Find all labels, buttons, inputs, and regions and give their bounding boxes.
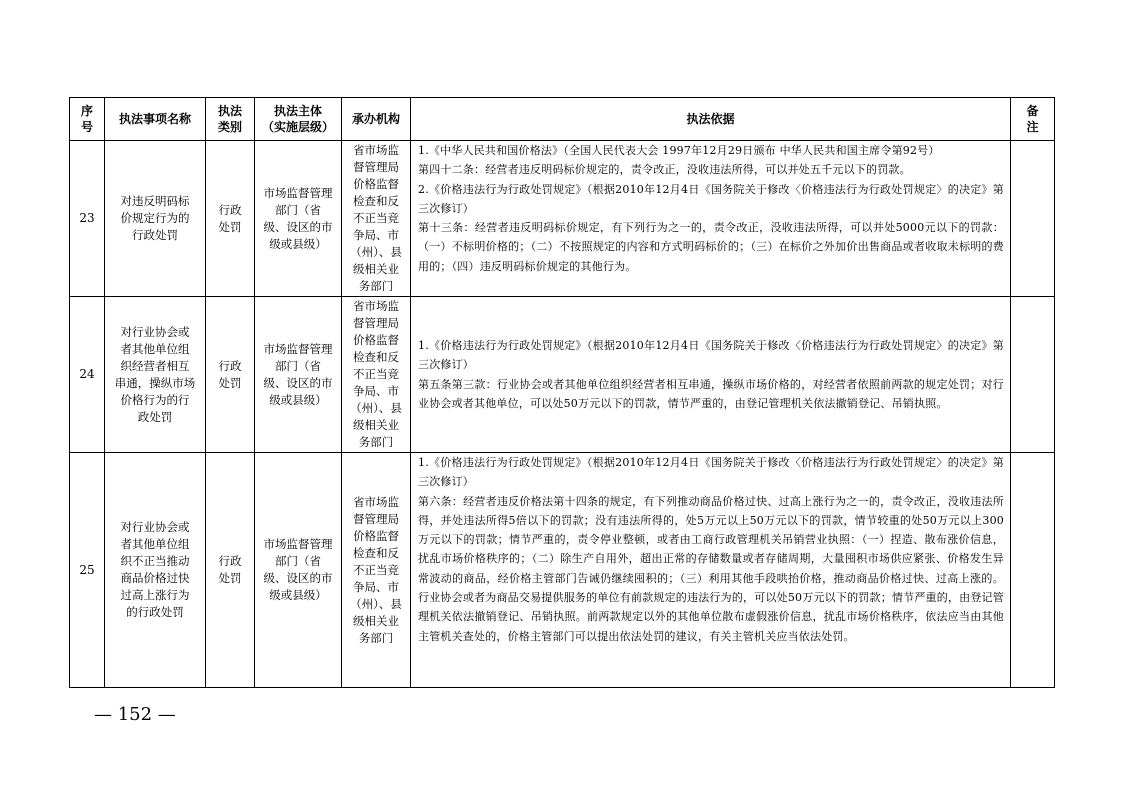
header-category: 执法 类别 (206, 98, 255, 141)
table-header-row (70, 98, 1055, 141)
row-category: 行政 处罚 (206, 297, 255, 453)
basis-paragraph: 1.《中华人民共和国价格法》（全国人民代表大会 1997年12月29日颁布 中华人民共和国主席令第92号） (418, 144, 940, 157)
row-item-name: 对行业协会或 者其他单位组 织经营者相互 串通，操纵市场 价格行为的行 政处罚 (105, 297, 206, 453)
basis-paragraph: 第六条：经营者违反价格法第十四条的规定，有下列推动商品价格过快、过高上涨行为之一的，责令改正，没收违法所得，并处违法所得5倍以下的罚款；没有违法所得的，处5万元以上50万元以下的罚款，情节较重的处50万元以上300万元以下的罚款；情节严重的，责令停业整顿，或者由工商行政管理机关吊销营业执照：（一）捏造、散布涨价信息，扰乱市场价格秩序的；（二）除生产自用外，超出正常的存储数量或者存储周期，大量囤积市场供应紧张、价格发生异常波动的商品，经价格主管部门告诫仍继续囤积的；（三）利用其他手段哄抬价格，推动商品价格过快、过高上涨的。行业协会或者为商品交易提供服务的单位有前款规定的违法行为的，可以处50万元以下的罚款；情节严重的，由登记管理机关依法撤销登记、吊销执照。前两款规定以外的其他单位散布虚假涨价信息，扰乱市场价格秩序，依法应当由其他主管机关查处的，价格主管部门可以提出依法处罚的建议，有关主管机关应当依法处罚。 (418, 494, 1004, 643)
row-remark (1011, 141, 1055, 297)
row-subject: 市场监督管理 部门（省 级、设区的市 级或县级） (255, 141, 342, 297)
row-subject: 市场监督管理 部门（省 级、设区的市 级或县级） (255, 453, 342, 688)
enforcement-items-table (69, 97, 1055, 688)
header-agency: 承办机构 (342, 98, 411, 141)
row-basis (411, 297, 1011, 453)
row-agency: 省市场监 督管理局 价格监督 检查和反 不正当竞 争局、市 （州）、县 级相关业 务部门 (342, 297, 411, 453)
row-remark (1011, 453, 1055, 688)
header-basis: 执法依据 (411, 98, 1011, 141)
row-agency: 省市场监 督管理局 价格监督 检查和反 不正当竞 争局、市 （州）、县 级相关业 务部门 (342, 141, 411, 297)
header-item: 执法事项名称 (105, 98, 206, 141)
table-row (70, 453, 1055, 688)
header-remark: 备 注 (1011, 98, 1055, 141)
row-agency: 省市场监 督管理局 价格监督 检查和反 不正当竞 争局、市 （州）、县 级相关业 务部门 (342, 453, 411, 688)
header-subject: 执法主体 （实施层级） (255, 98, 342, 141)
row-item-name: 对行业协会或 者其他单位组 织不正当推动 商品价格过快 过高上涨行为 的行政处罚 (105, 453, 206, 688)
row-category: 行政 处罚 (206, 141, 255, 297)
basis-paragraph: 2.《价格违法行为行政处罚规定》（根据2010年12月4日《国务院关于修改〈价格违法行为行政处罚规定〉的决定》第三次修订） (418, 182, 1004, 215)
row-remark (1011, 297, 1055, 453)
basis-paragraph: 第四十二条：经营者违反明码标价规定的，责令改正，没收违法所得，可以并处五千元以下的罚款。 (418, 163, 911, 177)
basis-paragraph: 1.《价格违法行为行政处罚规定》（根据2010年12月4日《国务院关于修改〈价格违法行为行政处罚规定〉的决定》第三次修订） (418, 338, 1004, 372)
header-seq: 序 号 (70, 98, 105, 141)
basis-paragraph: 第十三条：经营者违反明码标价规定，有下列行为之一的，责令改正，没收违法所得，可以并处5000元以下的罚款：（一）不标明价格的；（二）不按照规定的内容和方式明码标价的；（三）在标价之外加价出售商品或者收取未标明的费用的；（四）违反明码标价规定的其他行为。 (418, 221, 1004, 273)
basis-paragraph: 1.《价格违法行为行政处罚规定》（根据2010年12月4日《国务院关于修改〈价格违法行为行政处罚规定〉的决定》第三次修订） (418, 456, 1004, 489)
basis-paragraph: 第五条第三款：行业协会或者其他单位组织经营者相互串通，操纵市场价格的，对经营者依照前两款的规定处罚；对行业协会或者其他单位，可以处50万元以下的罚款，情节严重的，由登记管理机关依法撤销登记、吊销执照。 (418, 377, 1004, 410)
row-category: 行政 处罚 (206, 453, 255, 688)
row-subject: 市场监督管理 部门（省 级、设区的市 级或县级） (255, 297, 342, 453)
row-seq: 25 (70, 453, 105, 688)
table-row (70, 141, 1055, 297)
row-item-name: 对违反明码标 价规定行为的 行政处罚 (105, 141, 206, 297)
table-row (70, 297, 1055, 453)
row-basis (411, 141, 1011, 297)
row-basis (411, 453, 1011, 688)
row-seq: 23 (70, 141, 105, 297)
row-seq: 24 (70, 297, 105, 453)
page-number: — 152 — (94, 704, 176, 725)
